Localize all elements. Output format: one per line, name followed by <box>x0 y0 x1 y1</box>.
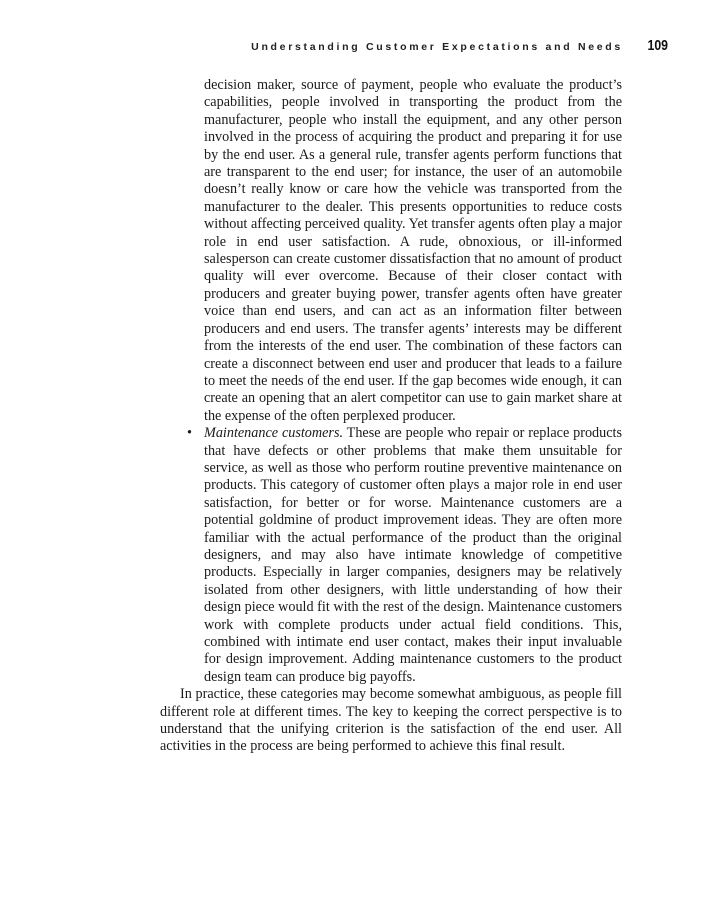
continuation-paragraph: decision maker, source of payment, people who evaluate the product’s capabilities, people involved in transporting the product from the manufacturer, people who install the equipment, and any other person involved in the process of acquiring the product and preparing it for use by the end user. As a general rule, transfer agents perform functions that are transparent to the end user; for instance, the user of an automobile doesn’t really know or care how the vehicle was transported from the manufacturer to the dealer. This presents opportunities to reduce costs without affecting perceived quality. Yet transfer agents often play a major role in end user satisfaction. A rude, obnoxious, or ill-informed salesperson can create customer dissatisfaction that no amount of product quality will ever overcome. Because of their closer contact with producers and greater buying power, transfer agents often have greater voice than end users, and can act as an information filter between producers and end users. The transfer agents’ interests may be different from the interests of the end user. The combination of these factors can create a disconnect between end user and producer that leads to a failure to meet the needs of the end user. If the gap becomes wide enough, it can create an opening that an alert competitor can use to gain market share at the expense of the often perplexed producer. <box>204 77 622 424</box>
closing-paragraph: In practice, these categories may become somewhat ambiguous, as people fill different role at different times. The key to keeping the correct perspective is to understand that the unifying criterion is the satisfaction of the end user. All activities in the process are being performed to achieve this final result. <box>160 686 622 755</box>
chapter-title: Understanding Customer Expectations and Needs <box>251 41 623 53</box>
page-body <box>160 77 622 756</box>
bullet-text: These are people who repair or replace products that have defects or other problems that make them unsuitable for service, as well as those who perform routine preventive maintenance on products. This category of customer often plays a major role in end user satisfaction, for better or for worse. Maintenance customers are a potential goldmine of product improvement ideas. They are often more familiar with the actual performance of the product than the original designers, and may also have intimate knowledge of competitive products. Especially in larger companies, designers may be relatively isolated from other designers, with little understanding of how their design piece would fit with the rest of the design. Maintenance customers work with complete products under actual field conditions. This, combined with intimate end user contact, makes their input invaluable for design improvement. Adding maintenance customers to the product design team can produce big payoffs. <box>204 425 622 685</box>
bullet-item-maintenance-customers <box>187 425 622 686</box>
bullet-term: Maintenance customers. <box>204 425 344 442</box>
bullet-marker: • <box>187 425 192 442</box>
page-number: 109 <box>647 37 668 54</box>
indented-block <box>187 77 622 686</box>
running-header <box>160 37 668 57</box>
